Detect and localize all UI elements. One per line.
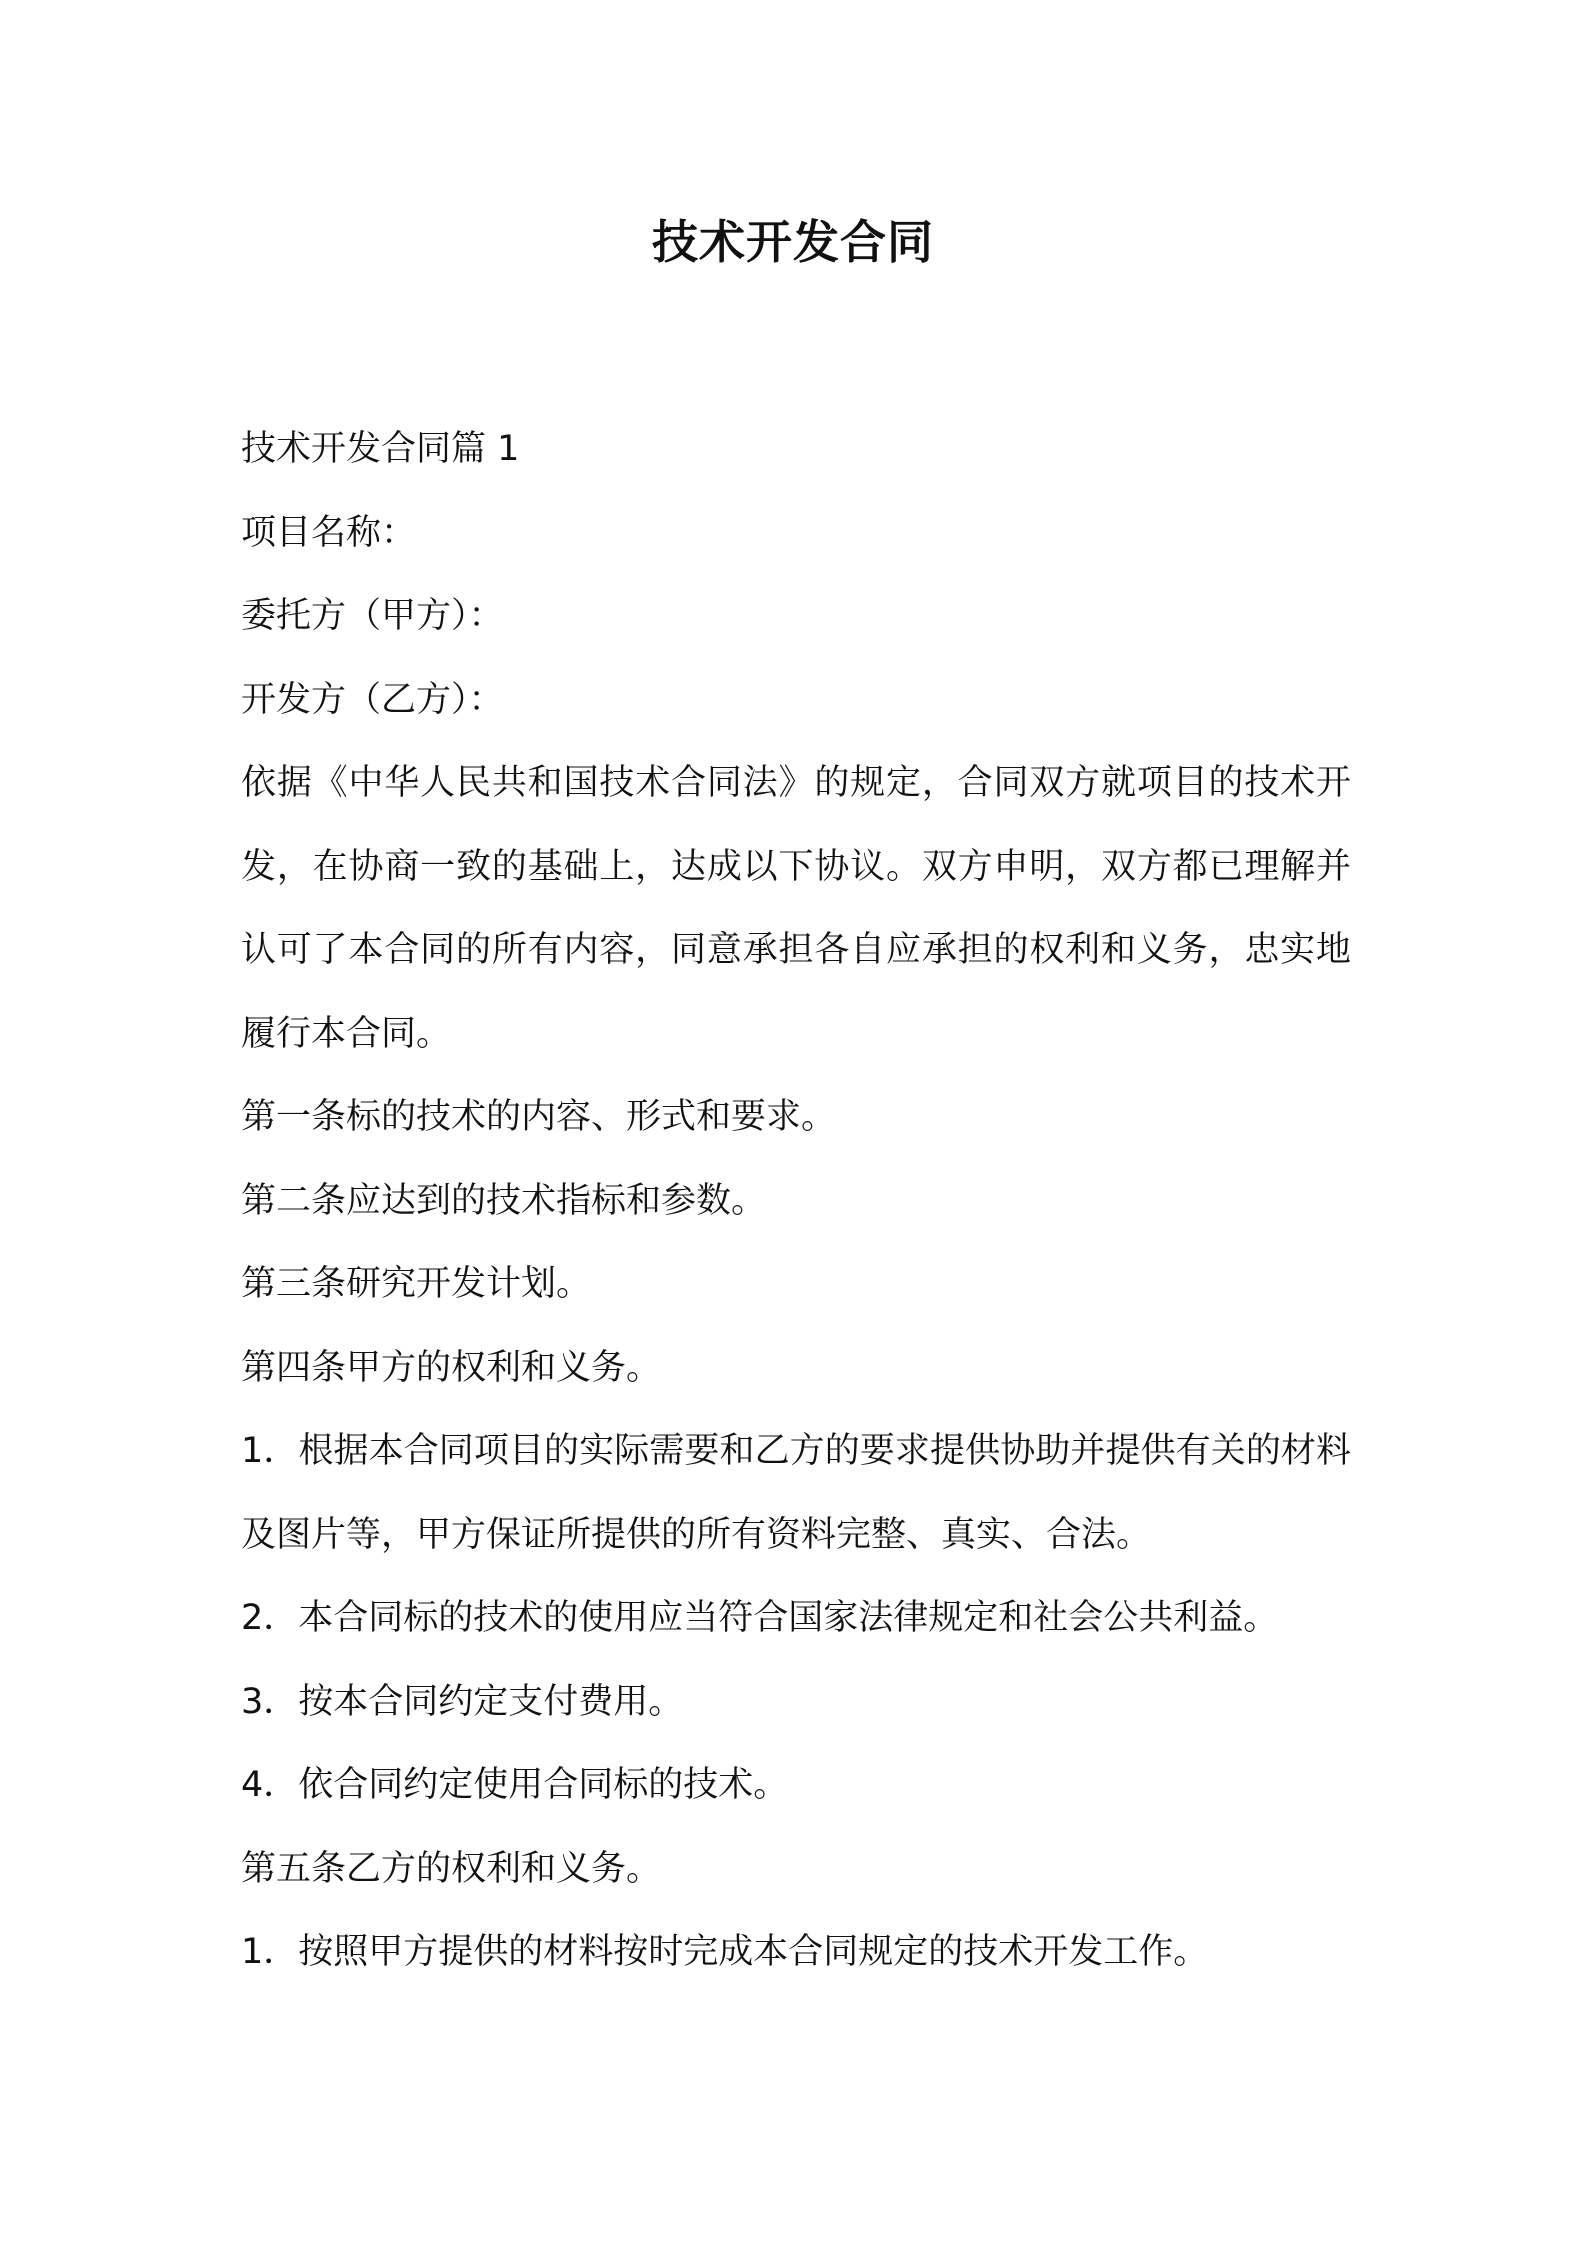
paragraph-article-4: 第四条甲方的权利和义务。 (241, 1347, 662, 1388)
document-body (241, 408, 1351, 1995)
paragraph-preamble: 依据《中华人民共和国技术合同法》的规定，合同双方就项目的技术开发，在协商一致的基础上，达成以下协议。双方申明，双方都已理解并认可了本合同的所有内容，同意承担各自应承担的权利和义务，忠实地履行本合同。 (241, 763, 1351, 1054)
paragraph-article-2: 第二条应达到的技术指标和参数。 (241, 1180, 767, 1221)
paragraph-article-5: 第五条乙方的权利和义务。 (241, 1848, 662, 1889)
paragraph-article-5-item-1: 1．按照甲方提供的材料按时完成本合同规定的技术开发工作。 (241, 1932, 1209, 1972)
paragraph-article-4-item-1: 1．根据本合同项目的实际需要和乙方的要求提供协助并提供有关的材料及图片等，甲方保证所提供的所有资料完整、真实、合法。 (241, 1431, 1351, 1555)
paragraph-article-3: 第三条研究开发计划。 (241, 1264, 592, 1304)
paragraph-article-4-item-4: 4．依合同约定使用合同标的技术。 (241, 1765, 789, 1805)
paragraph-project-name: 项目名称： (241, 512, 417, 553)
paragraph-article-4-item-3: 3．按本合同约定支付费用。 (241, 1681, 684, 1722)
paragraph-party-b: 开发方（乙方）： (241, 679, 504, 720)
paragraph-section-heading: 技术开发合同篇 1 (241, 429, 520, 469)
document-title: 技术开发合同 (652, 215, 934, 269)
paragraph-article-4-item-2: 2．本合同标的技术的使用应当符合国家法律规定和社会公共利益。 (241, 1598, 1279, 1638)
paragraph-article-1: 第一条标的技术的内容、形式和要求。 (241, 1097, 837, 1137)
paragraph-party-a: 委托方（甲方）： (241, 596, 504, 636)
